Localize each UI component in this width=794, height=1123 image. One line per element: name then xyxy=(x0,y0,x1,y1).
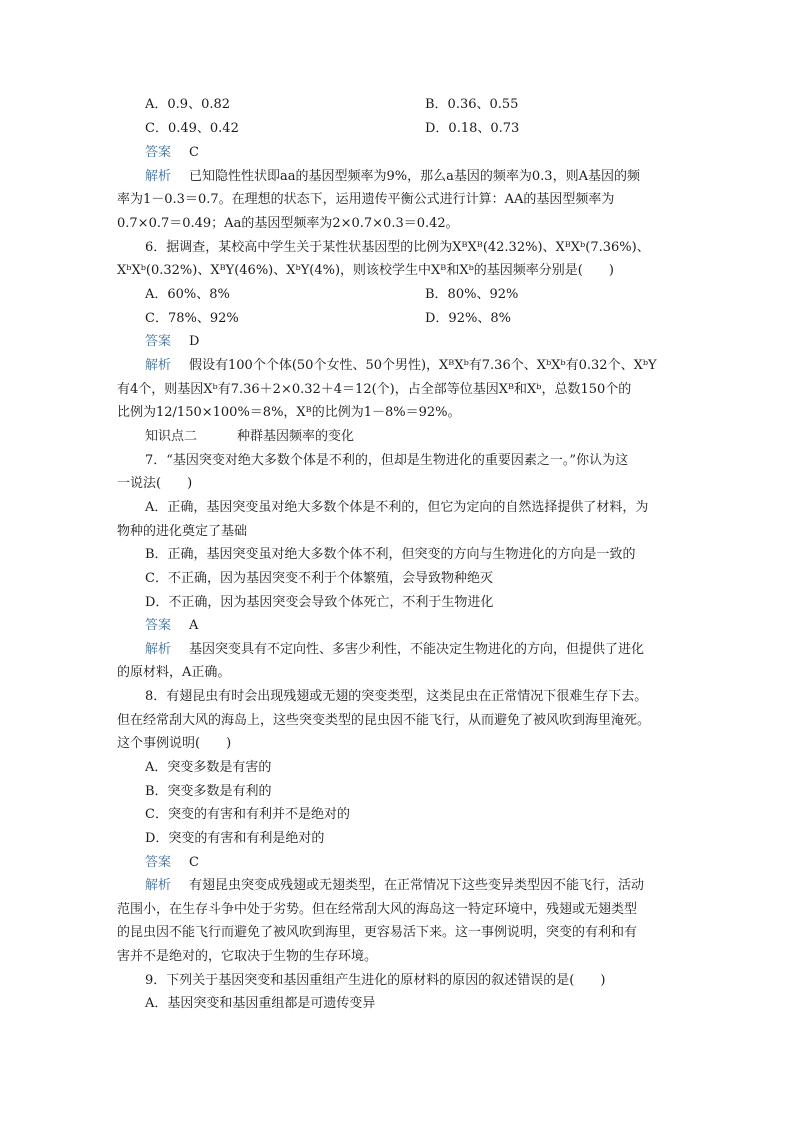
q8-option-d: D．突变的有害和有利是绝对的 xyxy=(145,831,325,846)
q7-analysis-line-2: 的原材料，A正确。 xyxy=(117,665,231,680)
q5-option-b: B．0.36、0.55 xyxy=(425,97,519,112)
q8-option-c: C．突变的有害和有利并不是绝对的 xyxy=(145,807,350,822)
q6-option-d: D．92%、8% xyxy=(425,311,511,326)
analysis-label: 解析 xyxy=(145,358,172,373)
q5-analysis-line-3: 0.7×0.7＝0.49；Aa的基因型频率为2×0.7×0.3＝0.42。 xyxy=(117,216,459,231)
q9-stem-line-1: 9．下列关于基因突变和基因重组产生进化的原材料的原因的叙述错误的是( ) xyxy=(145,973,606,988)
q7-answer: A xyxy=(189,618,199,633)
q8-option-a: A．突变多数是有害的 xyxy=(145,760,272,775)
q6-option-a: A．60%、8% xyxy=(145,287,230,302)
q8-stem-line-1: 8．有翅昆虫有时会出现残翅或无翅的突变类型，这类昆虫在正常情况下很难生存下去。 xyxy=(145,689,648,704)
q7-option-c: C．不正确，因为基因突变不利于个体繁殖，会导致物种绝灭 xyxy=(145,571,493,586)
q7-analysis-line-1: 解析 基因突变具有不定向性、多害少利性，不能决定生物进化的方向，但提供了进化 xyxy=(145,642,645,657)
q7-answer-line xyxy=(145,618,198,634)
q9-option-a: A．基因突变和基因重组都是可遗传变异 xyxy=(145,996,376,1011)
q8-answer: C xyxy=(189,855,199,870)
section-label: 知识点二 xyxy=(145,429,198,444)
q6-analysis-line-2: 有4个，则基因Xᵇ有7.36＋2×0.32＋4＝12(个)，占全部等位基因Xᴮ和Xᵇ，总数150个的 xyxy=(117,382,632,397)
q8-analysis-line-3: 的昆虫因不能飞行而避免了被风吹到海里，更容易活下来。这一事例说明，突变的有利和有 xyxy=(117,925,638,940)
q6-stem-line-2: XᵇXᵇ(0.32%)、XᴮY(46%)、XᵇY(4%)，则该校学生中Xᴮ和Xᵇ的基因频率分别是( ) xyxy=(117,263,614,278)
analysis-label: 解析 xyxy=(145,642,172,657)
analysis-label: 解析 xyxy=(145,169,172,184)
q6-option-c: C．78%、92% xyxy=(145,311,239,326)
q5-answer: C xyxy=(189,145,199,160)
q6-stem-line-1: 6．据调查，某校高中学生关于某性状基因型的比例为XᴮXᴮ(42.32%)、XᴮXᵇ(7.36%)、 xyxy=(145,240,650,255)
q5-option-d: D．0.18、0.73 xyxy=(425,121,520,136)
q8-stem-line-2: 但在经常刮大风的海岛上，这些突变类型的昆虫因不能飞行，从而避免了被风吹到海里淹死。 xyxy=(117,713,651,728)
answer-label: 答案 xyxy=(145,334,172,349)
q6-option-b: B．80%、92% xyxy=(425,287,519,302)
answer-label: 答案 xyxy=(145,855,172,870)
q6-answer: D xyxy=(189,334,200,349)
q8-analysis-line-1: 解析 有翅昆虫突变成残翅或无翅类型，在正常情况下这些变异类型因不能飞行，活动 xyxy=(145,878,645,893)
q5-answer-line xyxy=(145,145,199,161)
q8-analysis-line-4: 害并不是绝对的，它取决于生物的生存环境。 xyxy=(117,949,378,964)
section-title: 种群基因频率的变化 xyxy=(237,429,355,444)
q5-option-c: C．0.49、0.42 xyxy=(145,121,239,136)
q8-option-b: B．突变多数是有利的 xyxy=(145,784,272,799)
q8-stem-line-3: 这个事例说明( ) xyxy=(117,736,232,751)
q6-answer-line xyxy=(145,334,199,350)
q7-option-a-line-1: A．正确，基因突变虽对绝大多数个体是不利的，但它为定向的自然选择提供了材料，为 xyxy=(145,500,649,515)
q8-analysis-line-2: 范围小，在生存斗争中处于劣势。但在经常刮大风的海岛这一特定环境中，残翅或无翅类型 xyxy=(117,902,638,917)
q6-analysis-line-1: 解析 假设有100个个体(50个女性、50个男性)，XᴮXᵇ有7.36个、XᵇXᵇ有0.32个、XᵇY xyxy=(145,358,657,373)
section-heading xyxy=(145,429,354,445)
answer-label: 答案 xyxy=(145,145,172,160)
q5-option-a: A．0.9、0.82 xyxy=(145,97,231,112)
q7-option-d: D．不正确，因为基因突变会导致个体死亡，不利于生物进化 xyxy=(145,595,494,610)
q8-answer-line xyxy=(145,855,199,871)
q7-option-b: B．正确，基因突变虽对绝大多数个体不利，但突变的方向与生物进化的方向是一致的 xyxy=(145,547,636,562)
q7-stem-line-2: 一说法( ) xyxy=(117,476,193,491)
q7-stem-line-1: 7．“基因突变对绝大多数个体是不利的，但却是生物进化的重要因素之一。”你认为这 xyxy=(145,453,629,468)
q7-option-a-line-2: 物种的进化奠定了基础 xyxy=(117,524,248,539)
q5-analysis-line-1: 解析 已知隐性性状即aa的基因型频率为9%，那么a基因的频率为0.3，则A基因的频 xyxy=(145,169,640,184)
q5-analysis-line-2: 率为1－0.3＝0.7。在理想的状态下，运用遗传平衡公式进行计算：AA的基因型频率为 xyxy=(117,192,615,207)
q6-analysis-line-3: 比例为12/150×100%＝8%，Xᴮ的比例为1－8%＝92%。 xyxy=(117,405,461,420)
answer-label: 答案 xyxy=(145,618,172,633)
analysis-label: 解析 xyxy=(145,878,172,893)
